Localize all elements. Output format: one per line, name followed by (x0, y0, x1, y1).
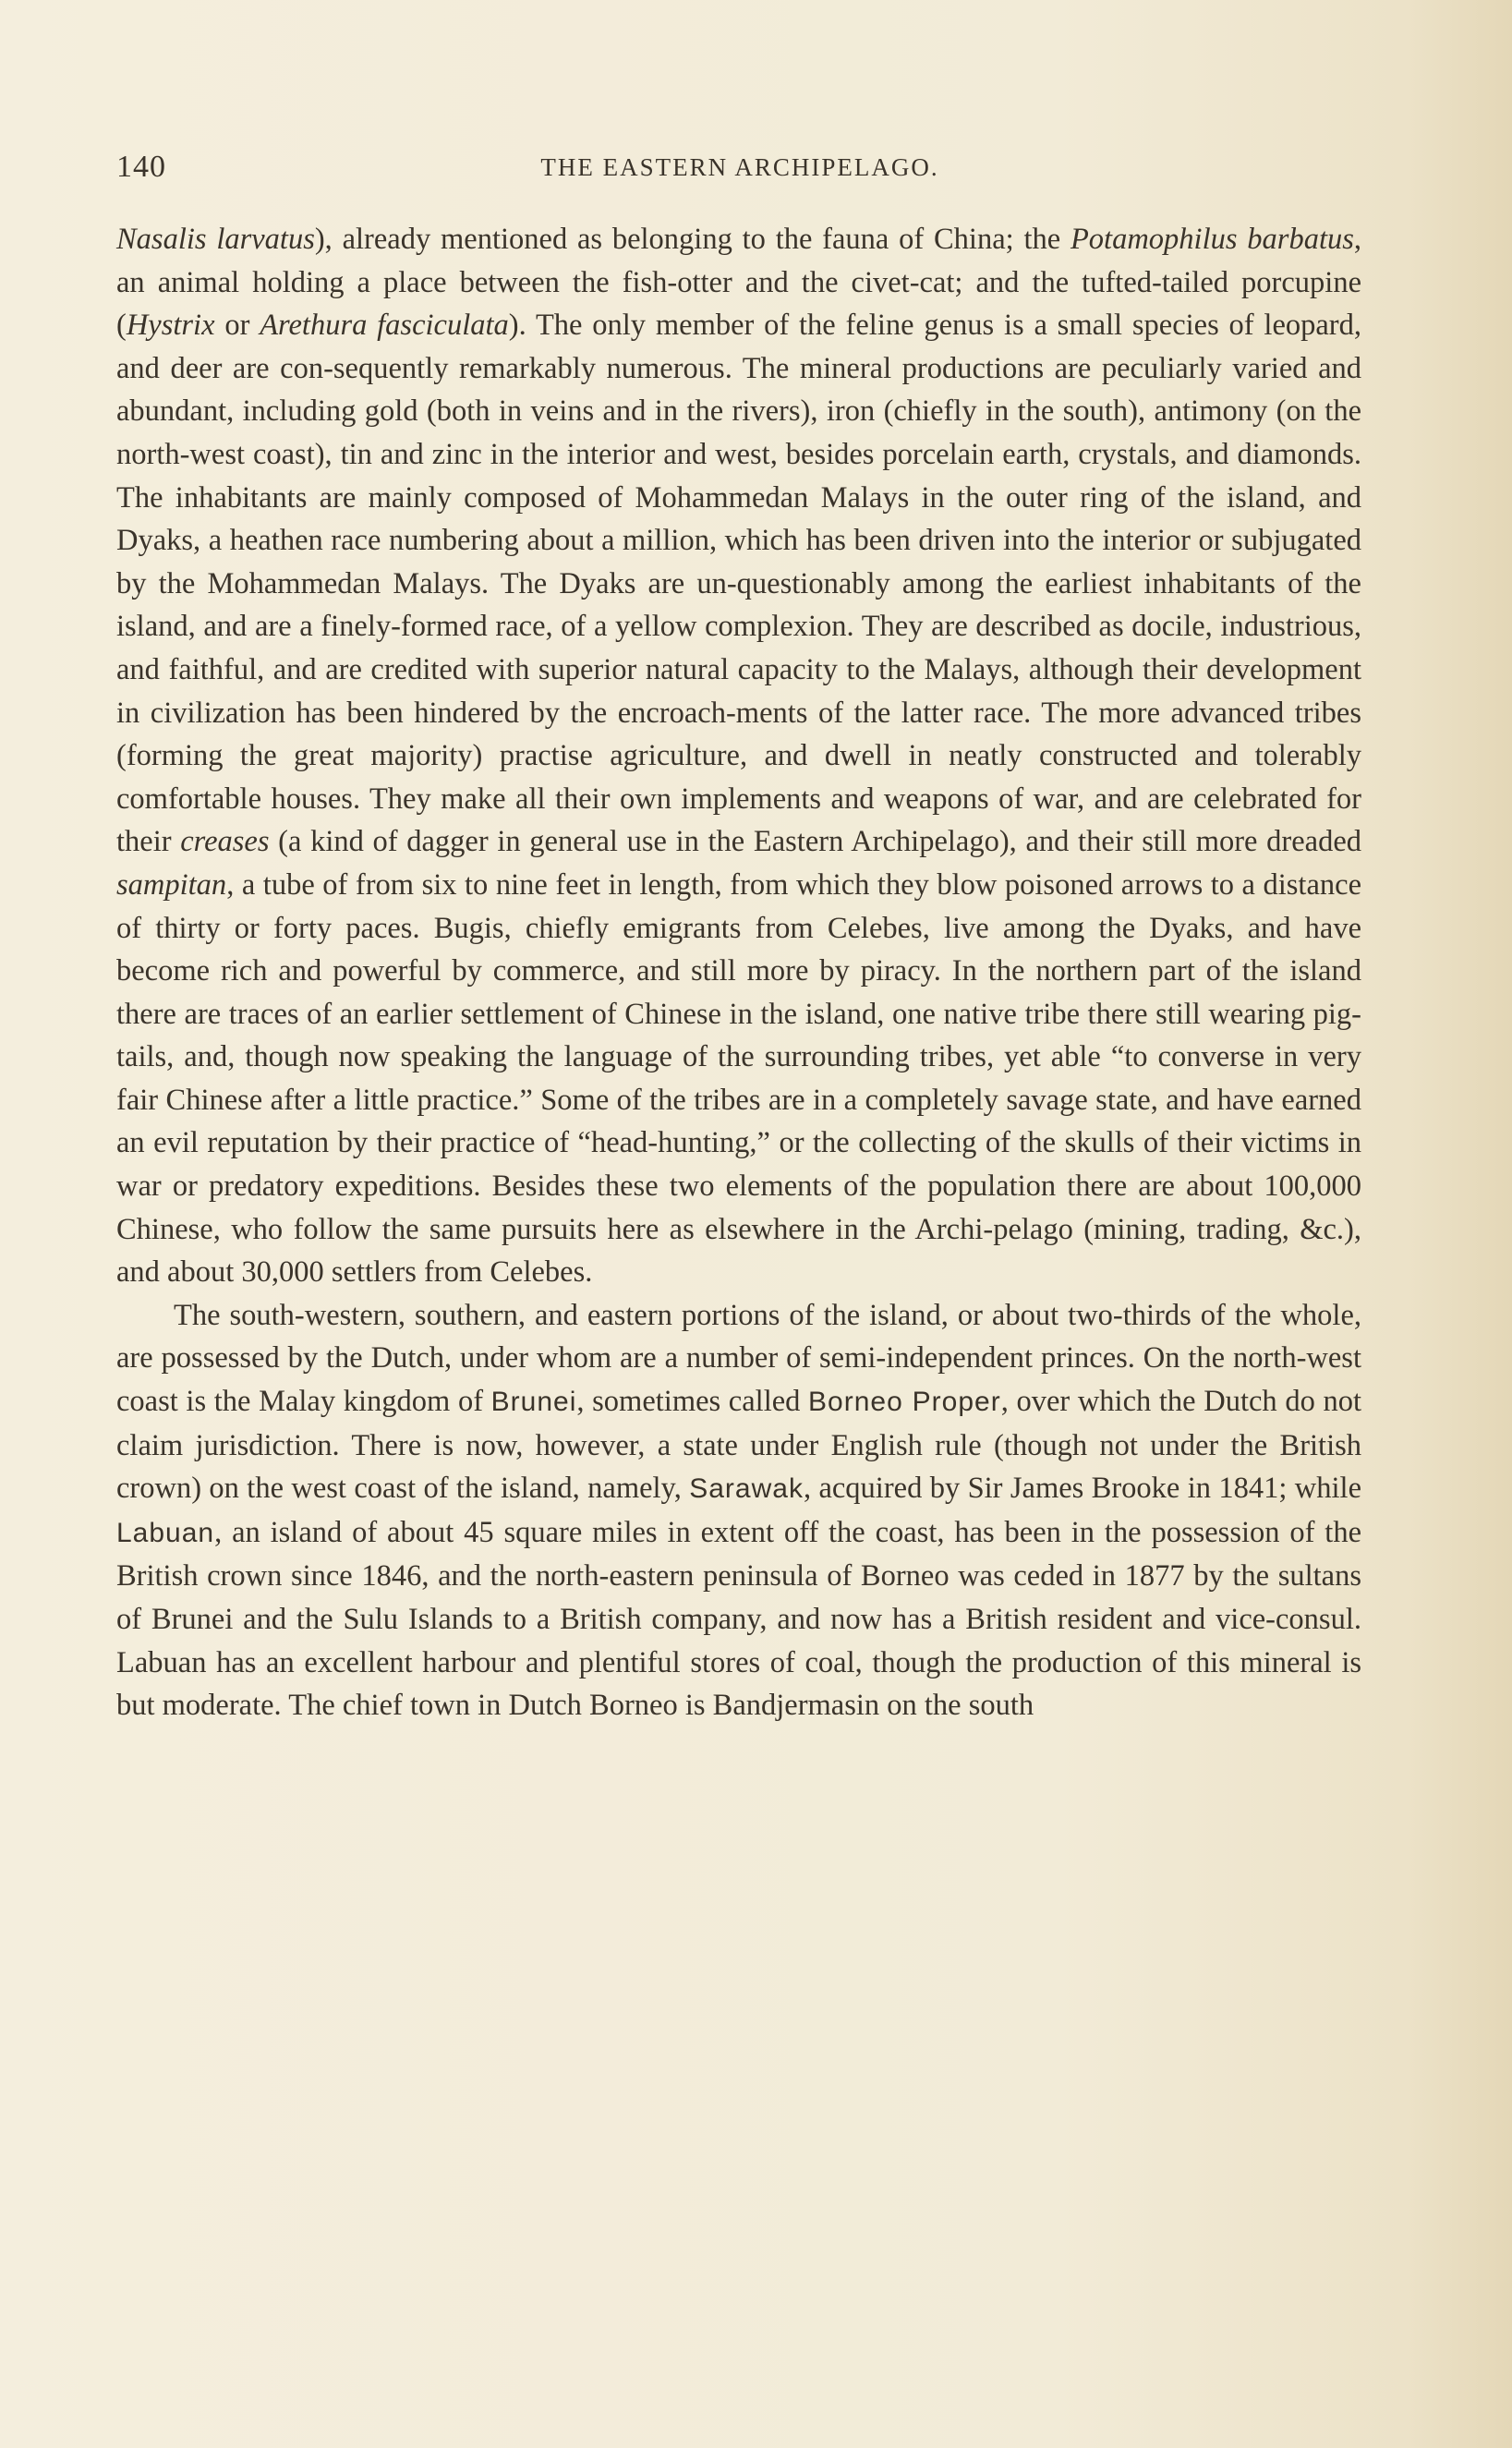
text-run: Sarawak (689, 1473, 804, 1505)
text-run: The south-western, southern, and eastern portions of the island, or about two-thirds of the whole, are possessed by the Dutch, under whom are a number of semi-independent princes. On the north-west coast is the Malay kingdom of (116, 1298, 1361, 1419)
text-run: Arethura fasciculata (260, 309, 509, 343)
text-run: , an island of about 45 square miles in extent off the coast, has been in the possession of the British crown since 1846, and the north-eastern peninsula of Borneo was ceded in 1877 by the sultans of Brunei and the Sulu Islands to a British company, and now has a British resident and vice-consul. Labuan has an excellent harbour and plentiful stores of coal, though the production of this mineral is but moderate. The chief town in Dutch Borneo is Bandjermasin on the south (116, 1515, 1361, 1723)
page-number: 140 (116, 150, 166, 184)
text-run: Labuan (116, 1517, 215, 1548)
text-run: sampitan (116, 867, 227, 902)
text-run: , sometimes called (576, 1385, 809, 1419)
text-run: Hystrix (126, 309, 215, 343)
body-text (116, 218, 1361, 1727)
text-run: , an animal holding a place between the fish-otter and the civet-cat; and the tufted-tailed porcupine ( (116, 223, 1362, 343)
text-run: ), already mentioned as belonging to the fauna of China; the (314, 223, 1070, 256)
paragraph-borneo-possessions (116, 1294, 1361, 1727)
text-run: (a kind of dagger in general use in the Eastern Archipelago), and their still more dreaded (269, 825, 1361, 859)
text-run: ). The only member of the feline genus is a small species of leopard, and deer are con-sequently remarkably numerous. The mineral productions are peculiarly varied and abundant, including gold (both in veins and in the rivers), iron (chiefly in the south), antimony (on the north-west coast), tin and zinc in the interior and west, besides porcelain earth, crystals, and diamonds. The inhabitants are mainly composed of Mohammedan Malays in the outer ring of the island, and Dyaks, a heathen race numbering about a million, which has been driven into the interior or subjugated by the Mohammedan Malays. The Dyaks are un-questionably among the earliest inhabitants of the island, and are a finely-formed race, of a yellow complexion. They are described as docile, industrious, and faithful, and are credited with superior natural capacity to the Malays, although their development in civilization has been hindered by the encroach-ments of the latter race. The more advanced tribes (forming the great majority) practise agriculture, and dwell in neatly constructed and tolerably comfortable houses. They make all their own implements and weapons of war, and are celebrated for their (116, 309, 1362, 859)
text-run: creases (180, 825, 270, 859)
text-run: , over which the Dutch do not claim jurisdiction. There is now, however, a state under English rule (though not under the British crown) on the west coast of the island, namely, (116, 1385, 1361, 1506)
text-run: Nasalis larvatus (116, 223, 315, 256)
text-run: or (214, 309, 260, 343)
text-run: Brunei (490, 1387, 577, 1418)
text-run: Potamophilus barbatus (1070, 223, 1354, 256)
page-header (116, 150, 1363, 196)
running-title: THE EASTERN ARCHIPELAGO. (540, 153, 939, 181)
paragraph-continued (116, 218, 1361, 1294)
text-run: Borneo Proper (808, 1387, 1001, 1418)
text-run: , a tube of from six to nine feet in length, from which they blow poisoned arrows to a distance of thirty or forty paces. Bugis, chiefly emigrants from Celebes, live among the Dyaks, and have become rich and powerful by commerce, and still more by piracy. In the northern part of the island there are traces of an earlier settlement of Chinese in the island, one native tribe there still wearing pig-tails, and, though now speaking the language of the surrounding tribes, yet able “to converse in very fair Chinese after a little practice.” Some of the tribes are in a completely savage state, and have earned an evil reputation by their practice of “head-hunting,” or the collecting of the skulls of their victims in war or predatory expeditions. Besides these two elements of the population there are about 100,000 Chinese, who follow the same pursuits here as elsewhere in the Archi-pelago (mining, trading, &c.), and about 30,000 settlers from Celebes. (116, 867, 1361, 1290)
text-run: , acquired by Sir James Brooke in 1841; while (803, 1472, 1362, 1506)
